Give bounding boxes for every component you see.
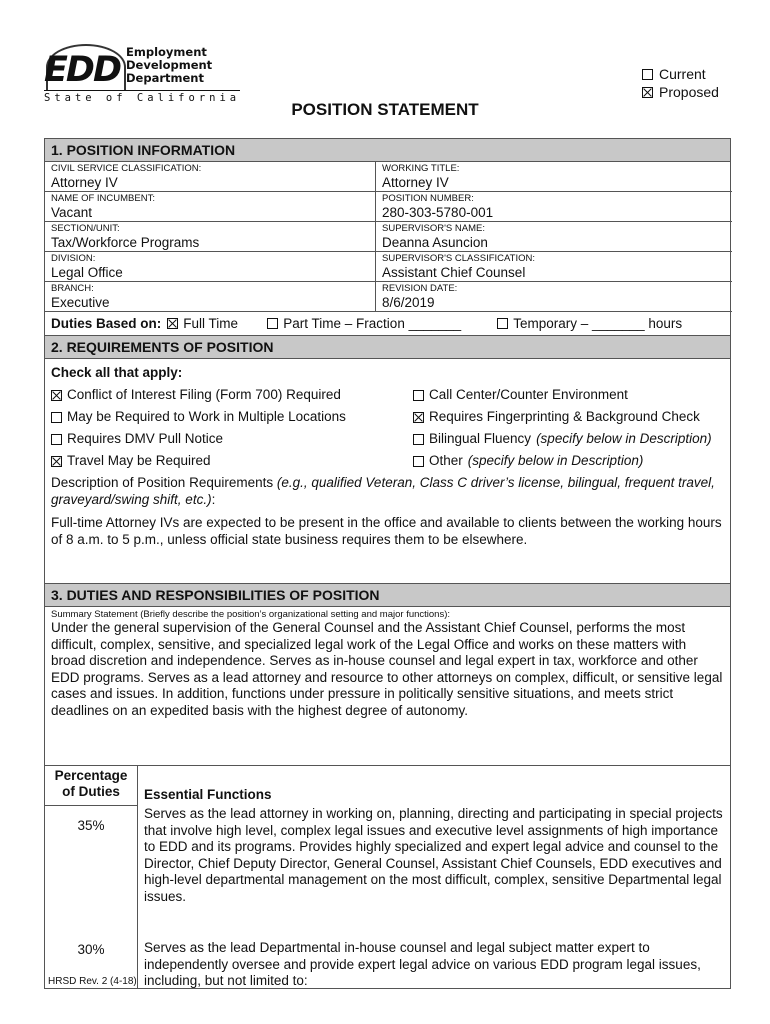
requirements-description-text: Full-time Attorney IVs are expected to be present in the office and available to clients between the working hours of 8 a.m. to 5 p.m., unless official state business requires them to be elsewhere. bbox=[51, 515, 722, 547]
essential-functions-header: Essential Functions bbox=[144, 787, 272, 802]
requirement-label: Bilingual Fluency bbox=[429, 431, 532, 446]
position-field[interactable] bbox=[375, 192, 732, 222]
position-info-grid bbox=[45, 162, 730, 312]
form-revision: HRSD Rev. 2 (4-18) bbox=[48, 976, 137, 987]
requirements-block bbox=[45, 359, 730, 554]
summary-label: Summary Statement (Briefly describe the position’s organizational setting and major functions): bbox=[51, 609, 451, 620]
section-1-heading: 1. POSITION INFORMATION bbox=[45, 139, 730, 162]
field-value[interactable]: Attorney IV bbox=[51, 175, 118, 190]
field-value[interactable]: Executive bbox=[51, 295, 110, 310]
full-time-checkbox[interactable] bbox=[167, 318, 178, 329]
requirement-checkbox[interactable] bbox=[413, 390, 424, 401]
position-field[interactable] bbox=[45, 222, 375, 252]
logo-line-3: Department bbox=[126, 71, 204, 85]
proposed-label: Proposed bbox=[659, 84, 719, 100]
requirement-checkbox[interactable] bbox=[413, 412, 424, 423]
requirement-label: Requires DMV Pull Notice bbox=[67, 431, 224, 446]
position-field[interactable] bbox=[45, 192, 375, 222]
requirement-item[interactable] bbox=[51, 406, 413, 428]
full-time-label: Full Time bbox=[183, 316, 239, 331]
field-value[interactable]: 8/6/2019 bbox=[382, 295, 435, 310]
description-note: (e.g., qualified Veteran, Class C driver’s license, bilingual, frequent travel, graveyard/swing shift, etc.) bbox=[51, 475, 715, 507]
requirement-item[interactable] bbox=[51, 450, 413, 472]
statement-status bbox=[642, 65, 719, 101]
requirement-checkbox[interactable] bbox=[413, 456, 424, 467]
requirement-checkbox[interactable] bbox=[51, 412, 62, 423]
position-field[interactable] bbox=[45, 162, 375, 192]
position-field[interactable] bbox=[375, 162, 732, 192]
requirement-item[interactable] bbox=[413, 428, 733, 450]
position-field[interactable] bbox=[45, 282, 375, 312]
requirements-checklist bbox=[51, 384, 724, 472]
position-field[interactable] bbox=[375, 252, 732, 282]
requirement-label: May be Required to Work in Multiple Locations bbox=[67, 409, 346, 424]
part-time-checkbox[interactable] bbox=[267, 318, 278, 329]
requirement-note: (specify below in Description) bbox=[536, 431, 712, 446]
duty-function-text: Serves as the lead Departmental in-house counsel and legal subject matter expert to independently oversee and provide expert legal advice on various EDD program legal issues, including, but not limited to: bbox=[144, 940, 701, 989]
current-checkbox[interactable] bbox=[642, 69, 653, 80]
field-label: BRANCH: bbox=[51, 283, 94, 294]
section-3-heading: 3. DUTIES AND RESPONSIBILITIES OF POSITION bbox=[45, 584, 730, 607]
requirements-spacer bbox=[45, 554, 730, 584]
position-field[interactable] bbox=[375, 282, 732, 312]
requirement-item[interactable] bbox=[413, 406, 733, 428]
requirement-label: Travel May be Required bbox=[67, 453, 211, 468]
duty-percentage: 35% bbox=[77, 818, 105, 833]
duties-based-on bbox=[45, 312, 730, 336]
requirement-item[interactable] bbox=[413, 450, 733, 472]
requirement-checkbox[interactable] bbox=[413, 434, 424, 445]
field-label: SECTION/UNIT: bbox=[51, 223, 120, 234]
summary-text: Under the general supervision of the General Counsel and the Assistant Chief Counsel, performs the most difficult, complex, sensitive, and specialized legal work of the Legal Office and works on these matters with broad discretion and independence. Serves as in-house counsel and legal expert in tax, workforce and other EDD programs. Serves as a lead attorney and resource to other attorneys on complex, difficult, or sensitive legal cases and issues. In addition, functions under pressure in politically sensitive situations, and meets strict deadlines on an expedited basis with the highest degree of autonomy. bbox=[45, 620, 730, 766]
proposed-checkbox[interactable] bbox=[642, 87, 653, 98]
full-time-option[interactable] bbox=[167, 316, 267, 331]
functions-column bbox=[138, 806, 732, 988]
field-label: POSITION NUMBER: bbox=[382, 193, 474, 204]
part-time-label: Part Time – Fraction _______ bbox=[283, 316, 462, 331]
temporary-checkbox[interactable] bbox=[497, 318, 508, 329]
requirement-label: Other bbox=[429, 453, 463, 468]
position-field[interactable] bbox=[45, 252, 375, 282]
requirement-label: Conflict of Interest Filing (Form 700) Required bbox=[67, 387, 341, 402]
logo-department-name bbox=[126, 46, 212, 85]
status-proposed[interactable] bbox=[642, 83, 719, 101]
field-label: SUPERVISOR'S CLASSIFICATION: bbox=[382, 253, 535, 264]
logo-line-2: Development bbox=[126, 58, 213, 72]
section-2-heading: 2. REQUIREMENTS OF POSITION bbox=[45, 336, 730, 359]
requirement-checkbox[interactable] bbox=[51, 456, 62, 467]
check-all-title: Check all that apply: bbox=[51, 365, 183, 380]
field-value[interactable]: Deanna Asuncion bbox=[382, 235, 488, 250]
temporary-option[interactable] bbox=[497, 316, 682, 331]
edd-logo bbox=[44, 44, 241, 104]
field-value[interactable]: Vacant bbox=[51, 205, 93, 220]
percentage-column bbox=[45, 806, 138, 988]
logo-line-1: Employment bbox=[126, 45, 207, 59]
part-time-option[interactable] bbox=[267, 316, 497, 331]
requirement-label: Requires Fingerprinting & Background Check bbox=[429, 409, 700, 424]
field-value[interactable]: Attorney IV bbox=[382, 175, 449, 190]
field-label: SUPERVISOR'S NAME: bbox=[382, 223, 485, 234]
duty-percentage: 30% bbox=[77, 942, 105, 957]
position-field[interactable] bbox=[375, 222, 732, 252]
field-value[interactable]: Legal Office bbox=[51, 265, 123, 280]
description-label: Description of Position Requirements bbox=[51, 475, 274, 490]
field-label: NAME OF INCUMBENT: bbox=[51, 193, 155, 204]
requirement-checkbox[interactable] bbox=[51, 390, 62, 401]
page-title: POSITION STATEMENT bbox=[291, 100, 479, 119]
requirements-left-column bbox=[51, 384, 413, 472]
requirement-item[interactable] bbox=[413, 384, 733, 406]
field-label: CIVIL SERVICE CLASSIFICATION: bbox=[51, 163, 202, 174]
duties-table bbox=[45, 766, 730, 988]
description-colon: : bbox=[211, 492, 216, 507]
position-form bbox=[44, 138, 731, 989]
field-label: WORKING TITLE: bbox=[382, 163, 460, 174]
current-label: Current bbox=[659, 66, 706, 82]
field-value[interactable]: Assistant Chief Counsel bbox=[382, 265, 526, 280]
duties-based-on-label: Duties Based on: bbox=[51, 316, 162, 331]
requirement-checkbox[interactable] bbox=[51, 434, 62, 445]
requirement-item[interactable] bbox=[51, 384, 413, 406]
field-value[interactable]: 280-303-5780-001 bbox=[382, 205, 494, 220]
duty-function-text: Serves as the lead attorney in working on, planning, directing and participating in special projects that involve high level, complex legal issues and executive level assignments of high importance to EDD and its programs. Provides highly specialized and expert legal advice and counsel to the Director, Chief Deputy Director, General Counsel, Assistant Chief Counsels, EDD executives and high-level departmental management on the most difficult, complex, sensitive Departmental legal issues. bbox=[144, 806, 723, 904]
field-value[interactable]: Tax/Workforce Programs bbox=[51, 235, 200, 250]
requirements-description-label bbox=[51, 474, 724, 508]
requirement-label: Call Center/Counter Environment bbox=[429, 387, 628, 402]
requirement-item[interactable] bbox=[51, 428, 413, 450]
status-current[interactable] bbox=[642, 65, 719, 83]
logo-mark: EDD bbox=[44, 50, 121, 90]
temporary-label: Temporary – _______ hours bbox=[513, 316, 683, 331]
percentage-header: Percentage of Duties bbox=[45, 766, 138, 806]
field-label: REVISION DATE: bbox=[382, 283, 458, 294]
field-label: DIVISION: bbox=[51, 253, 96, 264]
logo-state: State of California bbox=[44, 92, 241, 104]
requirement-note: (specify below in Description) bbox=[467, 453, 644, 468]
requirements-right-column bbox=[413, 384, 733, 472]
